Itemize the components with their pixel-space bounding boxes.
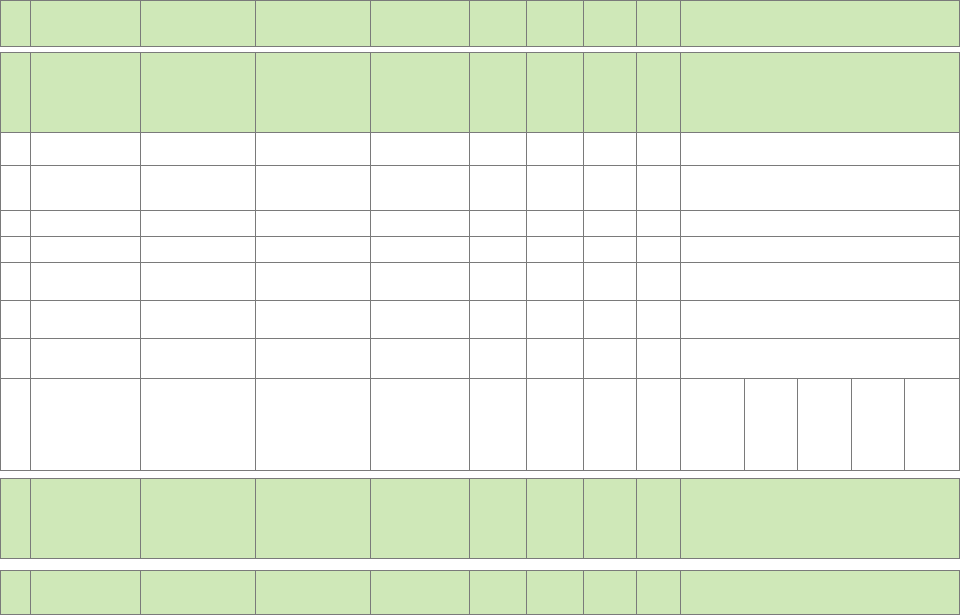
grid-line-v <box>0 210 1 236</box>
grid-line-v <box>140 478 141 558</box>
grid-line-v <box>0 570 1 614</box>
grid-line-v <box>526 210 527 236</box>
grid-line-v <box>636 570 637 614</box>
grid-line-v <box>469 338 470 378</box>
grid-line-v <box>526 378 527 470</box>
grid-line-v <box>680 52 681 132</box>
grid-line-v <box>636 338 637 378</box>
grid-line-v <box>255 300 256 338</box>
row-block <box>0 132 960 165</box>
row-block <box>0 210 960 236</box>
grid-line-v <box>583 210 584 236</box>
grid-line-v <box>140 236 141 262</box>
grid-line-v <box>30 570 31 614</box>
grid-line-v <box>680 378 681 470</box>
grid-line-h <box>0 262 960 263</box>
grid-line-v <box>140 378 141 470</box>
grid-line-v <box>0 378 1 470</box>
row-block <box>0 262 960 300</box>
grid-line-v <box>636 262 637 300</box>
row-block <box>0 570 960 614</box>
grid-line-v <box>255 52 256 132</box>
grid-line-v <box>469 300 470 338</box>
grid-line-v <box>583 132 584 165</box>
grid-line-v <box>526 338 527 378</box>
row-block <box>0 338 960 378</box>
grid-line-v <box>636 378 637 470</box>
row-block <box>0 236 960 262</box>
grid-line-v <box>255 210 256 236</box>
grid-line-h <box>0 210 960 211</box>
grid-line-v <box>30 52 31 132</box>
grid-line-v <box>30 210 31 236</box>
grid-line-v <box>526 570 527 614</box>
grid-line-v <box>30 262 31 300</box>
row-block <box>0 300 960 338</box>
row-block <box>0 0 960 46</box>
grid-line-v <box>140 338 141 378</box>
grid-line-v <box>636 236 637 262</box>
grid-line-v <box>0 0 1 46</box>
grid-line-v <box>680 0 681 46</box>
grid-line-v <box>680 300 681 338</box>
grid-line-v <box>255 132 256 165</box>
row-block <box>0 165 960 210</box>
grid-line-v <box>526 52 527 132</box>
grid-line-v <box>370 262 371 300</box>
grid-line-h <box>0 300 960 301</box>
grid-line-v <box>583 165 584 210</box>
grid-line-v <box>583 570 584 614</box>
row-block <box>0 52 960 132</box>
grid-line-v <box>370 378 371 470</box>
grid-line-v <box>526 300 527 338</box>
grid-line-v <box>526 478 527 558</box>
grid-line-h <box>0 570 960 571</box>
grid-line-v <box>680 570 681 614</box>
grid-line-h <box>0 0 960 1</box>
grid-line-v <box>30 165 31 210</box>
grid-line-v <box>680 210 681 236</box>
grid-line-v <box>636 210 637 236</box>
grid-line-v <box>744 378 745 470</box>
grid-line-v <box>140 52 141 132</box>
grid-line-v <box>469 52 470 132</box>
grid-line-v <box>255 338 256 378</box>
grid-line-v <box>140 570 141 614</box>
grid-line-v <box>30 300 31 338</box>
grid-line-h <box>0 478 960 479</box>
row-block <box>0 478 960 558</box>
grid-line-v <box>636 478 637 558</box>
grid-line-h <box>0 338 960 339</box>
grid-line-v <box>904 378 905 470</box>
grid-line-v <box>583 52 584 132</box>
grid-line-v <box>797 378 798 470</box>
grid-line-v <box>469 478 470 558</box>
grid-line-v <box>583 262 584 300</box>
grid-line-v <box>255 165 256 210</box>
grid-line-v <box>30 478 31 558</box>
grid-line-v <box>636 52 637 132</box>
grid-line-v <box>30 0 31 46</box>
grid-line-v <box>370 478 371 558</box>
grid-line-v <box>30 236 31 262</box>
grid-line-v <box>636 132 637 165</box>
grid-line-v <box>255 570 256 614</box>
grid-line-v <box>583 478 584 558</box>
grid-line-v <box>0 236 1 262</box>
grid-line-v <box>469 570 470 614</box>
grid-line-h <box>0 46 960 47</box>
grid-line-v <box>469 165 470 210</box>
grid-line-v <box>255 262 256 300</box>
grid-line-v <box>636 165 637 210</box>
grid-line-v <box>370 236 371 262</box>
grid-line-v <box>526 236 527 262</box>
grid-line-h <box>0 52 960 53</box>
grid-line-v <box>526 262 527 300</box>
grid-line-v <box>0 165 1 210</box>
grid-line-v <box>370 165 371 210</box>
grid-line-v <box>583 338 584 378</box>
grid-line-v <box>370 300 371 338</box>
grid-line-v <box>0 300 1 338</box>
grid-line-v <box>583 300 584 338</box>
grid-line-v <box>370 0 371 46</box>
grid-line-v <box>680 478 681 558</box>
grid-line-v <box>636 300 637 338</box>
grid-line-h <box>0 558 960 559</box>
grid-line-v <box>526 165 527 210</box>
grid-line-v <box>680 132 681 165</box>
grid-line-v <box>30 132 31 165</box>
grid-line-v <box>680 262 681 300</box>
grid-line-v <box>140 210 141 236</box>
grid-line-v <box>255 478 256 558</box>
grid-line-v <box>140 300 141 338</box>
grid-line-v <box>255 236 256 262</box>
grid-line-v <box>469 236 470 262</box>
grid-line-v <box>526 132 527 165</box>
grid-line-v <box>680 338 681 378</box>
grid-line-v <box>0 478 1 558</box>
grid-line-v <box>30 338 31 378</box>
grid-line-v <box>140 0 141 46</box>
grid-line-v <box>0 338 1 378</box>
grid-line-v <box>526 0 527 46</box>
grid-line-h <box>0 236 960 237</box>
row-block <box>0 378 960 470</box>
grid-line-v <box>255 0 256 46</box>
grid-line-v <box>680 236 681 262</box>
grid-line-v <box>370 570 371 614</box>
grid-line-v <box>0 52 1 132</box>
grid-line-v <box>255 378 256 470</box>
grid-line-h <box>0 378 960 379</box>
grid-line-v <box>469 262 470 300</box>
grid-line-h <box>0 165 960 166</box>
grid-line-v <box>370 210 371 236</box>
grid-line-v <box>0 132 1 165</box>
grid-line-v <box>583 236 584 262</box>
grid-line-v <box>370 52 371 132</box>
grid-line-v <box>469 132 470 165</box>
grid-line-v <box>30 378 31 470</box>
grid-line-v <box>469 210 470 236</box>
grid-line-v <box>680 165 681 210</box>
grid-line-v <box>851 378 852 470</box>
grid-line-v <box>0 262 1 300</box>
grid-line-v <box>583 378 584 470</box>
grid-line-h <box>0 132 960 133</box>
grid-line-v <box>140 262 141 300</box>
grid-line-v <box>370 132 371 165</box>
grid-line-v <box>583 0 584 46</box>
grid-line-v <box>140 132 141 165</box>
grid-line-v <box>140 165 141 210</box>
grid-line-v <box>469 378 470 470</box>
grid-line-v <box>370 338 371 378</box>
grid-line-v <box>636 0 637 46</box>
grid-line-h <box>0 470 960 471</box>
grid-line-v <box>469 0 470 46</box>
